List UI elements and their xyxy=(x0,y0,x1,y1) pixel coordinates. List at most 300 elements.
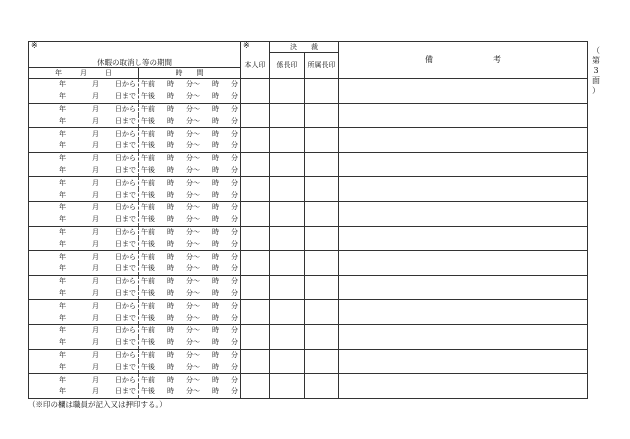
time-to-cell xyxy=(139,238,241,250)
minute-label: 分 xyxy=(231,338,238,347)
hour-label: 時 xyxy=(167,190,174,199)
side-char: 3 xyxy=(593,66,599,75)
staff-entry-mark: ※ xyxy=(29,42,241,53)
chief-seal-cell[interactable] xyxy=(270,177,305,202)
hour-label: 時 xyxy=(167,326,174,335)
ampm-label: 午前 xyxy=(141,203,155,212)
month-header: 月 xyxy=(80,68,87,77)
month-label: 月 xyxy=(92,264,99,273)
approval-title: 決 裁 xyxy=(270,42,339,53)
year-label: 年 xyxy=(59,215,66,224)
self-seal-cell[interactable] xyxy=(241,349,270,374)
chief-seal-cell[interactable] xyxy=(270,152,305,177)
side-char: （ xyxy=(592,46,600,55)
remarks-cell[interactable] xyxy=(339,226,588,251)
time-to-cell xyxy=(139,189,241,201)
year-label: 年 xyxy=(59,154,66,163)
self-seal-header: 本人印 xyxy=(241,53,270,79)
ampm-label: 午後 xyxy=(141,215,155,224)
entry-row-from xyxy=(29,201,588,213)
ampm-label: 午前 xyxy=(141,178,155,187)
date-from-cell xyxy=(29,349,139,361)
month-label: 月 xyxy=(92,80,99,89)
month-label: 月 xyxy=(92,92,99,101)
minute-to-label: 分～ xyxy=(186,301,200,310)
self-seal-cell[interactable] xyxy=(241,226,270,251)
month-label: 月 xyxy=(92,362,99,371)
minute-label: 分 xyxy=(231,80,238,89)
date-from-cell xyxy=(29,300,139,312)
hour-label: 時 xyxy=(212,252,219,261)
year-header: 年 xyxy=(55,68,62,77)
day-label: 日から xyxy=(115,227,136,236)
hour-label: 時 xyxy=(212,154,219,163)
minute-to-label: 分～ xyxy=(186,92,200,101)
month-label: 月 xyxy=(92,165,99,174)
hour-label: 時 xyxy=(167,227,174,236)
date-from-cell xyxy=(29,128,139,140)
day-label: 日から xyxy=(115,375,136,384)
date-from-cell xyxy=(29,152,139,164)
year-label: 年 xyxy=(59,326,66,335)
minute-label: 分 xyxy=(231,264,238,273)
year-label: 年 xyxy=(59,239,66,248)
time-from-cell xyxy=(139,300,241,312)
hour-label: 時 xyxy=(167,277,174,286)
time-from-cell xyxy=(139,103,241,115)
dept-seal-cell[interactable] xyxy=(305,226,339,251)
year-label: 年 xyxy=(59,252,66,261)
minute-to-label: 分～ xyxy=(186,338,200,347)
entry-row-from xyxy=(29,300,588,312)
hour-label: 時 xyxy=(212,104,219,113)
remarks-cell[interactable] xyxy=(339,128,588,153)
ampm-label: 午前 xyxy=(141,252,155,261)
remarks-cell[interactable] xyxy=(339,79,588,104)
minute-to-label: 分～ xyxy=(186,277,200,286)
month-label: 月 xyxy=(92,313,99,322)
dept-seal-cell[interactable] xyxy=(305,152,339,177)
hour-label: 時 xyxy=(212,116,219,125)
hour-label: 時 xyxy=(212,165,219,174)
hour-label: 時 xyxy=(212,178,219,187)
year-label: 年 xyxy=(59,190,66,199)
date-from-cell xyxy=(29,79,139,91)
day-label: 日まで xyxy=(115,165,136,174)
remarks-cell[interactable] xyxy=(339,177,588,202)
minute-label: 分 xyxy=(231,350,238,359)
self-seal-cell[interactable] xyxy=(241,103,270,128)
ampm-label: 午後 xyxy=(141,387,155,396)
hour-label: 時 xyxy=(167,116,174,125)
period-title: 休暇の取消し等の期間 xyxy=(29,53,241,68)
hour-label: 時 xyxy=(167,239,174,248)
entry-row-from xyxy=(29,324,588,336)
hour-label: 時 xyxy=(212,92,219,101)
time-to-cell xyxy=(139,337,241,349)
ampm-label: 午前 xyxy=(141,350,155,359)
ampm-label: 午前 xyxy=(141,154,155,163)
date-to-cell xyxy=(29,214,139,226)
year-label: 年 xyxy=(59,92,66,101)
month-label: 月 xyxy=(92,277,99,286)
dept-seal-cell[interactable] xyxy=(305,79,339,104)
day-label: 日まで xyxy=(115,338,136,347)
ampm-label: 午後 xyxy=(141,190,155,199)
minute-to-label: 分～ xyxy=(186,178,200,187)
day-label: 日まで xyxy=(115,313,136,322)
hour-label: 時 xyxy=(212,227,219,236)
hour-label: 時 xyxy=(212,350,219,359)
time-from-cell xyxy=(139,79,241,91)
entry-row-from xyxy=(29,103,588,115)
ampm-label: 午前 xyxy=(141,129,155,138)
month-label: 月 xyxy=(92,227,99,236)
time-to-cell xyxy=(139,361,241,373)
remarks-cell[interactable] xyxy=(339,374,588,399)
day-label: 日から xyxy=(115,277,136,286)
year-label: 年 xyxy=(59,129,66,138)
ampm-label: 午後 xyxy=(141,116,155,125)
hour-label: 時 xyxy=(167,288,174,297)
year-label: 年 xyxy=(59,116,66,125)
ampm-label: 午後 xyxy=(141,313,155,322)
month-label: 月 xyxy=(92,338,99,347)
date-column-header xyxy=(29,68,139,79)
self-seal-cell[interactable] xyxy=(241,275,270,300)
year-label: 年 xyxy=(59,203,66,212)
year-label: 年 xyxy=(59,350,66,359)
minute-label: 分 xyxy=(231,252,238,261)
hour-label: 時 xyxy=(167,215,174,224)
day-label: 日まで xyxy=(115,92,136,101)
remarks-header xyxy=(339,42,588,79)
year-label: 年 xyxy=(59,264,66,273)
year-label: 年 xyxy=(59,178,66,187)
month-label: 月 xyxy=(92,190,99,199)
month-label: 月 xyxy=(92,141,99,150)
minute-to-label: 分～ xyxy=(186,375,200,384)
dept-seal-cell[interactable] xyxy=(305,324,339,349)
hour-label: 時 xyxy=(167,264,174,273)
dept-seal-header: 所属長印 xyxy=(305,53,339,79)
hour-label: 時 xyxy=(212,239,219,248)
remarks-cell[interactable] xyxy=(339,275,588,300)
remarks-cell[interactable] xyxy=(339,201,588,226)
self-seal-cell[interactable] xyxy=(241,79,270,104)
hour-label: 時 xyxy=(167,375,174,384)
entry-row-from xyxy=(29,275,588,287)
chief-seal-cell[interactable] xyxy=(270,300,305,325)
date-from-cell xyxy=(29,374,139,386)
day-label: 日から xyxy=(115,129,136,138)
month-label: 月 xyxy=(92,326,99,335)
hour-label: 時 xyxy=(167,178,174,187)
day-label: 日まで xyxy=(115,190,136,199)
chief-seal-cell[interactable] xyxy=(270,103,305,128)
chief-seal-cell[interactable] xyxy=(270,201,305,226)
leave-cancellation-form xyxy=(28,41,588,399)
ampm-label: 午前 xyxy=(141,227,155,236)
chief-seal-cell[interactable] xyxy=(270,275,305,300)
month-label: 月 xyxy=(92,239,99,248)
minute-label: 分 xyxy=(231,141,238,150)
dept-seal-cell[interactable] xyxy=(305,177,339,202)
time-to-cell xyxy=(139,115,241,127)
minute-to-label: 分～ xyxy=(186,141,200,150)
time-from-cell xyxy=(139,128,241,140)
minute-label: 分 xyxy=(231,116,238,125)
hour-label: 時 xyxy=(212,313,219,322)
ampm-label: 午後 xyxy=(141,92,155,101)
minute-label: 分 xyxy=(231,129,238,138)
date-from-cell xyxy=(29,275,139,287)
day-label: 日まで xyxy=(115,288,136,297)
date-to-cell xyxy=(29,140,139,152)
hour-label: 時 xyxy=(212,215,219,224)
minute-to-label: 分～ xyxy=(186,350,200,359)
minute-to-label: 分～ xyxy=(186,129,200,138)
hour-label: 時 xyxy=(167,80,174,89)
self-seal-cell[interactable] xyxy=(241,251,270,276)
self-seal-cell[interactable] xyxy=(241,201,270,226)
dept-seal-cell[interactable] xyxy=(305,275,339,300)
hour-label: 時 xyxy=(212,129,219,138)
hour-label: 時 xyxy=(212,387,219,396)
self-seal-cell[interactable] xyxy=(241,300,270,325)
date-to-cell xyxy=(29,361,139,373)
minute-to-label: 分～ xyxy=(186,165,200,174)
time-from-cell xyxy=(139,177,241,189)
chief-seal-cell[interactable] xyxy=(270,251,305,276)
date-from-cell xyxy=(29,226,139,238)
entry-row-from xyxy=(29,374,588,386)
remarks-cell[interactable] xyxy=(339,103,588,128)
minute-label: 分 xyxy=(231,375,238,384)
ampm-label: 午前 xyxy=(141,375,155,384)
remarks-cell[interactable] xyxy=(339,324,588,349)
year-label: 年 xyxy=(59,338,66,347)
hour-label: 時 xyxy=(167,387,174,396)
minute-label: 分 xyxy=(231,301,238,310)
day-label: 日から xyxy=(115,80,136,89)
ampm-label: 午後 xyxy=(141,338,155,347)
page-side-label xyxy=(591,46,601,96)
day-label: 日まで xyxy=(115,141,136,150)
minute-label: 分 xyxy=(231,313,238,322)
minute-to-label: 分～ xyxy=(186,154,200,163)
staff-seal-mark: ※ xyxy=(241,42,270,53)
date-to-cell xyxy=(29,91,139,103)
minute-label: 分 xyxy=(231,154,238,163)
year-label: 年 xyxy=(59,288,66,297)
chief-seal-header: 係長印 xyxy=(270,53,305,79)
ampm-label: 午前 xyxy=(141,301,155,310)
hour-label: 時 xyxy=(167,165,174,174)
time-to-cell xyxy=(139,312,241,324)
hour-label: 時 xyxy=(212,326,219,335)
minute-to-label: 分～ xyxy=(186,264,200,273)
minute-label: 分 xyxy=(231,104,238,113)
date-to-cell xyxy=(29,288,139,300)
minute-label: 分 xyxy=(231,92,238,101)
month-label: 月 xyxy=(92,301,99,310)
hour-label: 時 xyxy=(167,141,174,150)
dept-seal-cell[interactable] xyxy=(305,349,339,374)
minute-to-label: 分～ xyxy=(186,326,200,335)
minute-to-label: 分～ xyxy=(186,239,200,248)
dept-seal-cell[interactable] xyxy=(305,128,339,153)
minute-to-label: 分～ xyxy=(186,288,200,297)
chief-seal-cell[interactable] xyxy=(270,349,305,374)
day-label: 日まで xyxy=(115,116,136,125)
hour-label: 時 xyxy=(212,338,219,347)
time-to-cell xyxy=(139,165,241,177)
ampm-label: 午後 xyxy=(141,141,155,150)
day-label: 日から xyxy=(115,178,136,187)
self-seal-cell[interactable] xyxy=(241,374,270,399)
time-from-cell xyxy=(139,374,241,386)
entry-row-from xyxy=(29,152,588,164)
entry-row-from xyxy=(29,177,588,189)
hour-label: 時 xyxy=(212,203,219,212)
entry-row-from xyxy=(29,79,588,91)
minute-to-label: 分～ xyxy=(186,313,200,322)
month-label: 月 xyxy=(92,104,99,113)
time-to-cell xyxy=(139,91,241,103)
remarks-cell[interactable] xyxy=(339,251,588,276)
month-label: 月 xyxy=(92,215,99,224)
minute-label: 分 xyxy=(231,387,238,396)
time-to-cell xyxy=(139,288,241,300)
hour-label: 時 xyxy=(212,288,219,297)
ampm-label: 午後 xyxy=(141,264,155,273)
minute-label: 分 xyxy=(231,326,238,335)
month-label: 月 xyxy=(92,288,99,297)
time-from-cell xyxy=(139,349,241,361)
date-to-cell xyxy=(29,238,139,250)
minute-label: 分 xyxy=(231,288,238,297)
month-label: 月 xyxy=(92,178,99,187)
dept-seal-cell[interactable] xyxy=(305,374,339,399)
ampm-label: 午前 xyxy=(141,104,155,113)
hour-label: 時 xyxy=(167,362,174,371)
minute-to-label: 分～ xyxy=(186,104,200,113)
chief-seal-cell[interactable] xyxy=(270,324,305,349)
month-label: 月 xyxy=(92,387,99,396)
hour-label: 時 xyxy=(167,301,174,310)
year-label: 年 xyxy=(59,104,66,113)
dept-seal-cell[interactable] xyxy=(305,251,339,276)
ampm-label: 午後 xyxy=(141,239,155,248)
ampm-label: 午後 xyxy=(141,288,155,297)
hour-label: 時 xyxy=(167,203,174,212)
remarks-cell[interactable] xyxy=(339,349,588,374)
self-seal-cell[interactable] xyxy=(241,128,270,153)
minute-to-label: 分～ xyxy=(186,362,200,371)
month-label: 月 xyxy=(92,154,99,163)
day-label: 日から xyxy=(115,252,136,261)
time-to-cell xyxy=(139,263,241,275)
entry-row-from xyxy=(29,128,588,140)
remarks-char-2: 考 xyxy=(493,55,502,64)
dept-seal-cell[interactable] xyxy=(305,201,339,226)
self-seal-cell[interactable] xyxy=(241,324,270,349)
remarks-cell[interactable] xyxy=(339,300,588,325)
entry-row-from xyxy=(29,251,588,263)
year-label: 年 xyxy=(59,387,66,396)
chief-seal-cell[interactable] xyxy=(270,226,305,251)
minute-label: 分 xyxy=(231,215,238,224)
day-label: 日から xyxy=(115,350,136,359)
hour-label: 時 xyxy=(167,104,174,113)
minute-to-label: 分～ xyxy=(186,203,200,212)
ampm-label: 午前 xyxy=(141,277,155,286)
minute-label: 分 xyxy=(231,362,238,371)
date-to-cell xyxy=(29,115,139,127)
chief-seal-cell[interactable] xyxy=(270,79,305,104)
day-label: 日から xyxy=(115,203,136,212)
minute-to-label: 分～ xyxy=(186,252,200,261)
year-label: 年 xyxy=(59,165,66,174)
chief-seal-cell[interactable] xyxy=(270,374,305,399)
year-label: 年 xyxy=(59,141,66,150)
minute-to-label: 分～ xyxy=(186,387,200,396)
hour-label: 時 xyxy=(212,301,219,310)
year-label: 年 xyxy=(59,80,66,89)
day-label: 日まで xyxy=(115,215,136,224)
time-from-cell xyxy=(139,201,241,213)
day-label: 日まで xyxy=(115,362,136,371)
time-from-cell xyxy=(139,275,241,287)
minute-label: 分 xyxy=(231,203,238,212)
year-label: 年 xyxy=(59,362,66,371)
side-char: 面 xyxy=(592,76,600,85)
hour-label: 時 xyxy=(212,362,219,371)
time-column-header: 時 間 xyxy=(139,68,241,79)
ampm-label: 午前 xyxy=(141,80,155,89)
remarks-cell[interactable] xyxy=(339,152,588,177)
entry-row-from xyxy=(29,226,588,238)
day-label: 日から xyxy=(115,154,136,163)
dept-seal-cell[interactable] xyxy=(305,103,339,128)
date-from-cell xyxy=(29,177,139,189)
hour-label: 時 xyxy=(212,264,219,273)
year-label: 年 xyxy=(59,313,66,322)
time-from-cell xyxy=(139,226,241,238)
date-to-cell xyxy=(29,189,139,201)
time-to-cell xyxy=(139,140,241,152)
hour-label: 時 xyxy=(212,141,219,150)
entry-row-from xyxy=(29,349,588,361)
date-from-cell xyxy=(29,201,139,213)
remarks-char-1: 備 xyxy=(425,55,434,64)
time-to-cell xyxy=(139,386,241,398)
hour-label: 時 xyxy=(167,92,174,101)
date-from-cell xyxy=(29,324,139,336)
date-to-cell xyxy=(29,165,139,177)
minute-label: 分 xyxy=(231,277,238,286)
ampm-label: 午後 xyxy=(141,362,155,371)
self-seal-cell[interactable] xyxy=(241,152,270,177)
minute-to-label: 分～ xyxy=(186,215,200,224)
chief-seal-cell[interactable] xyxy=(270,128,305,153)
dept-seal-cell[interactable] xyxy=(305,300,339,325)
hour-label: 時 xyxy=(167,129,174,138)
time-from-cell xyxy=(139,324,241,336)
self-seal-cell[interactable] xyxy=(241,177,270,202)
hour-label: 時 xyxy=(167,338,174,347)
